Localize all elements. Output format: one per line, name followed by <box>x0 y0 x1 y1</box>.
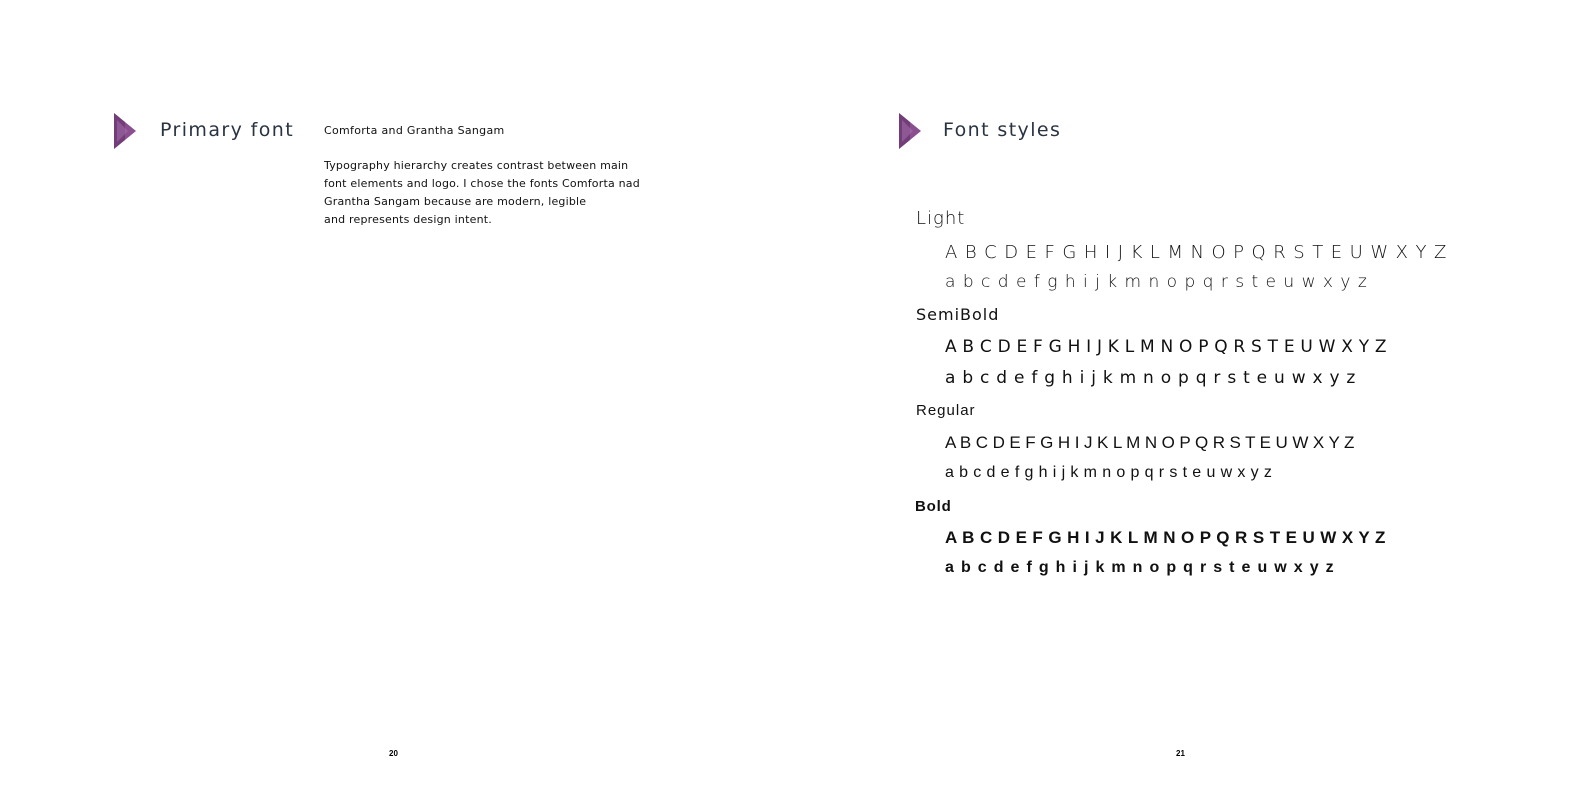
style-label-light: Light <box>916 208 966 229</box>
glyphs-uppercase-semibold: A B C D E F G H I J K L M N O P Q R S T E U W X Y Z <box>945 337 1387 357</box>
glyphs-lowercase-light: a b c d e f g h i j k m n o p q r s t e u w x y z <box>945 272 1368 292</box>
glyphs-uppercase-bold: A B C D E F G H I J K L M N O P Q R S T E U W X Y Z <box>945 528 1386 547</box>
paragraph-line: font elements and logo. I chose the fonts Comforta nad <box>324 177 640 190</box>
paragraph-line: Typography hierarchy creates contrast between main <box>324 159 629 172</box>
page-title: Primary font <box>160 119 295 141</box>
style-label-semibold: SemiBold <box>916 305 1000 324</box>
left-page <box>0 0 793 794</box>
paragraph-line: and represents design intent. <box>324 213 492 226</box>
glyphs-lowercase-bold: a b c d e f g h i j k m n o p q r s t e u w x y z <box>945 559 1335 576</box>
style-label-regular: Regular <box>916 402 976 419</box>
glyphs-uppercase-regular: A B C D E F G H I J K L M N O P Q R S T E U W X Y Z <box>945 433 1355 452</box>
glyphs-uppercase-light: A B C D E F G H I J K L M N O P Q R S T E U W X Y Z <box>945 242 1448 263</box>
page-number: 20 <box>389 749 398 758</box>
triangle-play-icon <box>898 112 922 150</box>
page-title: Font styles <box>943 119 1062 141</box>
paragraph-line: Grantha Sangam because are modern, legible <box>324 195 587 208</box>
right-page <box>794 0 1587 794</box>
glyphs-lowercase-semibold: a b c d e f g h i j k m n o p q r s t e u w x y z <box>945 368 1357 388</box>
intro-paragraph <box>324 157 664 229</box>
glyphs-lowercase-regular: a b c d e f g h i j k m n o p q r s t e u w x y z <box>945 464 1273 481</box>
page-number: 21 <box>1176 749 1185 758</box>
style-label-bold: Bold <box>915 498 952 515</box>
font-subtitle: Comforta and Grantha Sangam <box>324 124 505 137</box>
triangle-play-icon <box>113 112 137 150</box>
